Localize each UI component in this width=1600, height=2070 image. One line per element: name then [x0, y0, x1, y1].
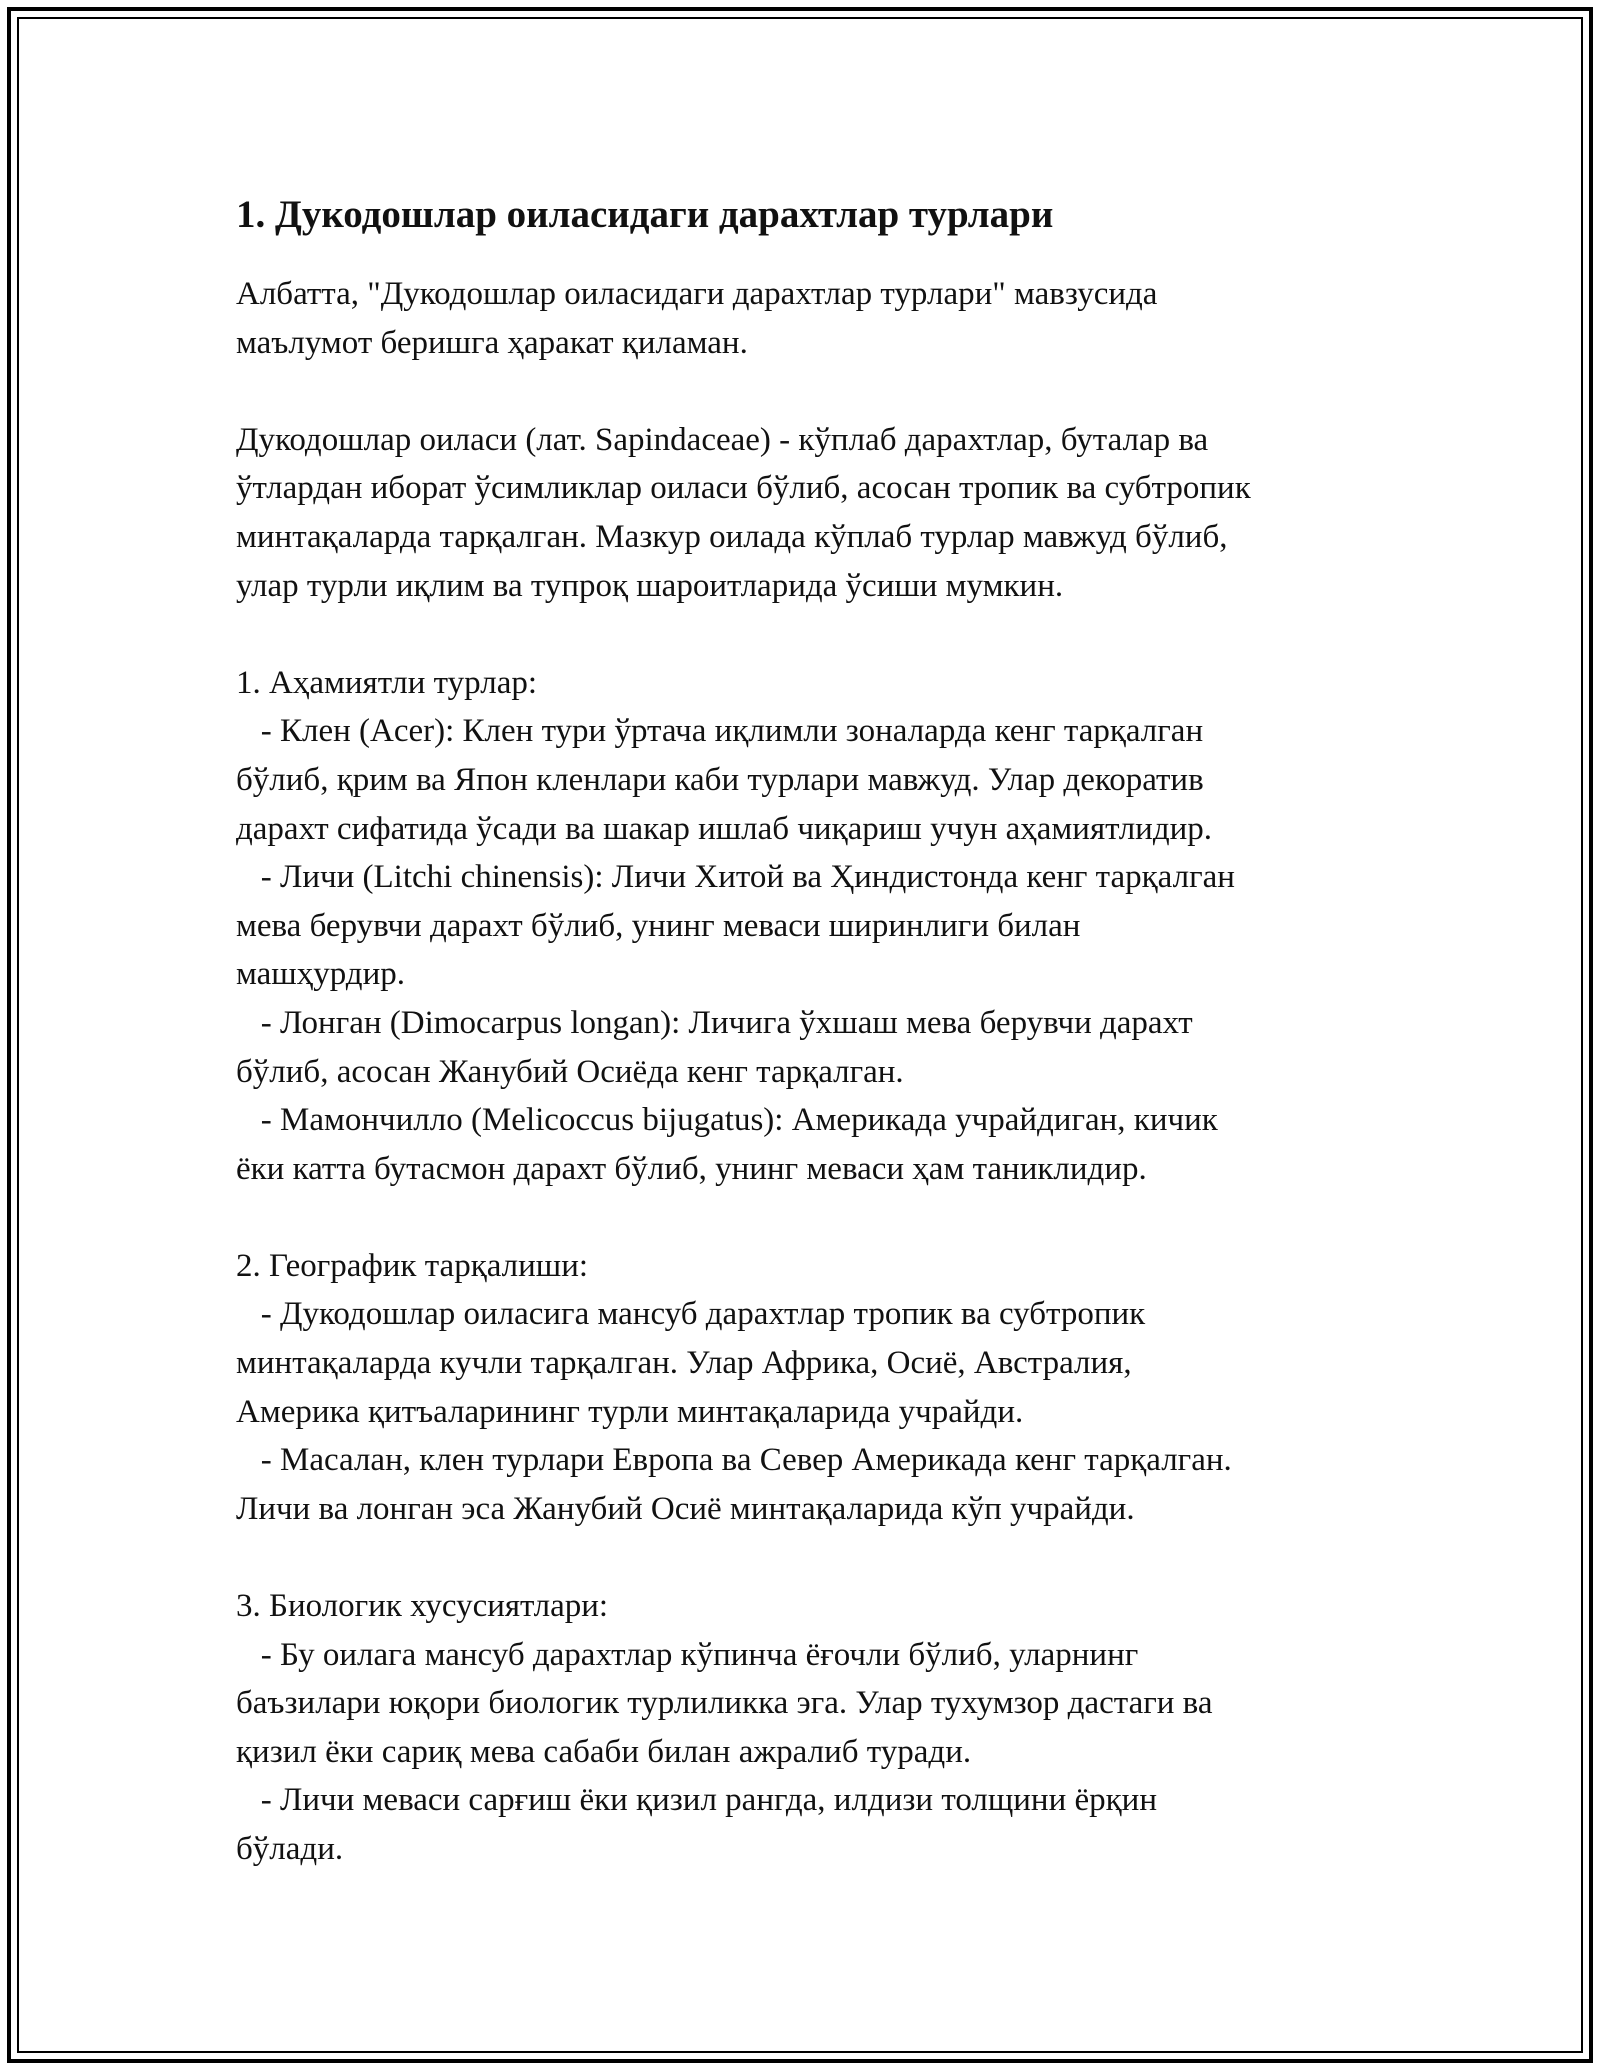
list-item-distribution: - Дукодошлар оиласига мансуб дарахтлар тропик ва субтропик минтақаларда кучли тарқалган. Улар Африка, Осиё, Австралия, Америка қитъаларининг турли минтақаларида учрайди. — [236, 1296, 1146, 1430]
list-item-woody: - Бу оилага мансуб дарахтлар кўпинча ёғочли бўлиб, уларнинг баъзилари юқори биологик турлиликка эга. Улар тухумзор дастаги ва қизил ёки сариқ мева сабаби билан ажралиб туради. — [236, 1636, 1213, 1770]
section-biological-features — [236, 1582, 1416, 1874]
overview-paragraph: Дукодошлар оиласи (лат. Sapindaceae) - кўплаб дарахтлар, буталар ва ўтлардан иборат ўсимликлар оиласи бўлиб, асосан тропик ва субтропик минтақаларда тарқалган. Мазкур оилада кўплаб турлар мавжуд бўлиб, улар турли иқлим ва тупроқ шароитларида ўсиши мумкин. — [236, 421, 1251, 604]
list-item-mamoncillo: - Мамончилло (Melicoccus bijugatus): Америкада учрайдиган, кичик ёки катта бутасмон дарахт бўлиб, унинг меваси ҳам таниклидир. — [236, 1102, 1218, 1187]
list-item-acer: - Клен (Acer): Клен тури ўртача иқлимли зоналарда кенг тарқалган бўлиб, қрим ва Япон кленлари каби турлари мавжуд. Улар декоратив дарахт сифатида ўсади ва шакар ишлаб чиқариш учун аҳамиятлидир. — [236, 713, 1213, 847]
document-title: 1. Дукодошлар оиласидаги дарахтлар турлари — [236, 193, 1054, 236]
list-item-longan: - Лонган (Dimocarpus longan): Личига ўхшаш мева берувчи дарахт бўлиб, асосан Жанубий Осиёда кенг тарқалган. — [236, 1004, 1193, 1090]
list-item-litchi-fruit: - Личи меваси сарғиш ёки қизил рангда, илдизи толщини ёрқин бўлади. — [236, 1782, 1157, 1867]
paragraph-spacer — [236, 610, 1416, 659]
section-heading: 2. Географик тарқалиши: — [236, 1247, 589, 1284]
section-important-species — [236, 659, 1416, 1194]
list-item-litchi: - Личи (Litchi chinensis): Личи Хитой ва Ҳиндистонда кенг тарқалган мева берувчи дарахт бўлиб, унинг меваси ширинлиги билан машҳурдир. — [236, 859, 1235, 993]
section-heading: 1. Аҳамиятли турлар: — [236, 664, 538, 701]
paragraph-spacer — [236, 1193, 1416, 1242]
section-geographic-distribution — [236, 1242, 1416, 1534]
paragraph-spacer — [236, 1533, 1416, 1582]
document-body — [236, 186, 1416, 1874]
paragraph-spacer — [236, 367, 1416, 416]
list-item-example: - Масалан, клен турлари Европа ва Север Америкада кенг тарқалган. Личи ва лонган эса Жанубий Осиё минтақаларида кўп учрайди. — [236, 1442, 1232, 1527]
section-heading: 3. Биологик хусусиятлари: — [236, 1588, 609, 1625]
intro-paragraph: Албатта, "Дукодошлар оиласидаги дарахтлар турлари" мавзусида маълумот беришга ҳаракат қиламан. — [236, 276, 1158, 361]
